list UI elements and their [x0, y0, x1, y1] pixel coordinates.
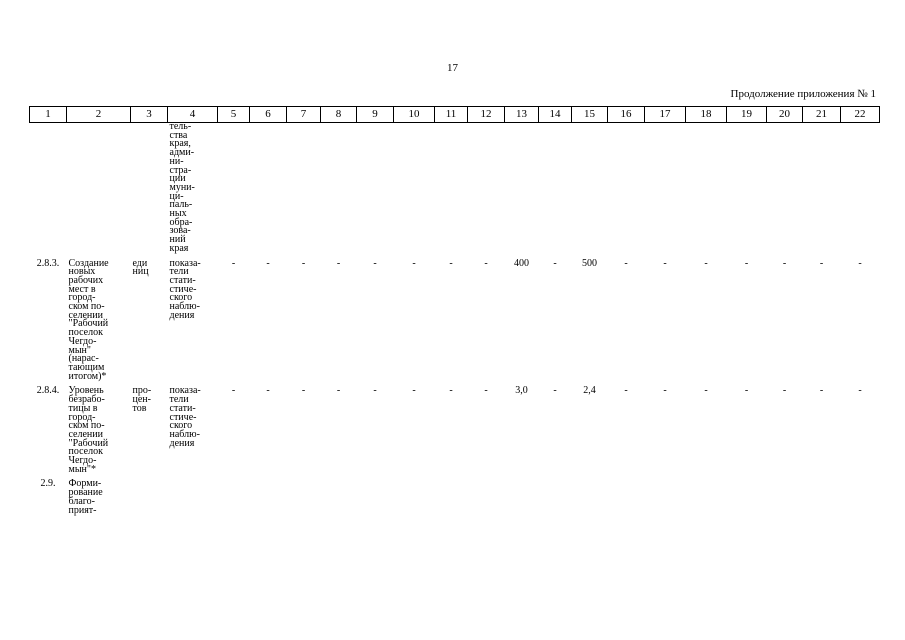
- table-row: [30, 474, 880, 515]
- value-cell: [321, 474, 357, 515]
- indicator-name-cell: [67, 123, 131, 254]
- value-cell: -: [301, 385, 306, 397]
- value-cell: [250, 123, 287, 254]
- value-cell: [394, 474, 435, 515]
- column-header-7: 7: [287, 107, 321, 123]
- value-cell: -: [373, 257, 377, 269]
- value-cell: -: [858, 257, 862, 269]
- value-cell: -: [663, 385, 667, 397]
- indicator-name-cell: Форми- рование благо- прият-: [68, 478, 103, 516]
- value-cell: 3,0: [515, 385, 528, 397]
- column-number-row: [30, 107, 880, 123]
- value-cell: [727, 123, 767, 254]
- row-number-cell: 2.8.3.: [36, 257, 60, 269]
- value-cell: -: [231, 257, 236, 269]
- value-cell: [803, 123, 841, 254]
- value-cell: [468, 123, 505, 254]
- column-header-4: 4: [168, 107, 218, 123]
- source-cell: [168, 474, 218, 515]
- source-cell: показа- тели стати- стиче- ского наблю- дения: [169, 257, 201, 321]
- value-cell: [539, 123, 572, 254]
- value-cell: [803, 474, 841, 515]
- column-header-6: 6: [250, 107, 287, 123]
- value-cell: -: [449, 385, 453, 397]
- value-cell: [767, 474, 803, 515]
- value-cell: [505, 123, 539, 254]
- column-header-14: 14: [539, 107, 572, 123]
- value-cell: [468, 474, 505, 515]
- value-cell: [572, 123, 608, 254]
- value-cell: [727, 474, 767, 515]
- value-cell: -: [704, 385, 708, 397]
- column-header-22: 22: [841, 107, 880, 123]
- value-cell: -: [336, 257, 341, 269]
- column-header-9: 9: [357, 107, 394, 123]
- value-cell: [435, 123, 468, 254]
- column-header-13: 13: [505, 107, 539, 123]
- value-cell: [435, 474, 468, 515]
- value-cell: [841, 123, 880, 254]
- value-cell: [767, 123, 803, 254]
- value-cell: [218, 123, 250, 254]
- value-cell: -: [553, 385, 557, 397]
- value-cell: 400: [514, 257, 529, 269]
- value-cell: -: [412, 385, 416, 397]
- table-row: [30, 381, 880, 474]
- value-cell: -: [484, 257, 488, 269]
- column-header-1: 1: [30, 107, 67, 123]
- value-cell: [841, 474, 880, 515]
- column-header-12: 12: [468, 107, 505, 123]
- column-header-8: 8: [321, 107, 357, 123]
- data-table: [29, 106, 880, 515]
- value-cell: [645, 123, 686, 254]
- table-row: [30, 254, 880, 382]
- row-number-cell: [30, 123, 67, 254]
- column-header-17: 17: [645, 107, 686, 123]
- value-cell: [287, 123, 321, 254]
- column-header-20: 20: [767, 107, 803, 123]
- value-cell: [218, 474, 250, 515]
- source-cell: показа- тели стати- стиче- ского наблю- дения: [169, 385, 201, 449]
- value-cell: [608, 474, 645, 515]
- value-cell: -: [782, 385, 787, 397]
- column-header-21: 21: [803, 107, 841, 123]
- value-cell: -: [704, 257, 708, 269]
- table-row: [30, 123, 880, 254]
- value-cell: [287, 474, 321, 515]
- unit-cell: про- цен- тов: [132, 385, 152, 414]
- value-cell: -: [858, 385, 862, 397]
- column-header-15: 15: [572, 107, 608, 123]
- column-header-10: 10: [394, 107, 435, 123]
- value-cell: -: [301, 257, 306, 269]
- value-cell: [539, 474, 572, 515]
- indicator-name-cell: Создание новых рабочих мест в город- ском по- селении "Рабочий поселок Чегдо- мын" (нарас- тающим итогом)*: [68, 257, 109, 382]
- column-header-2: 2: [67, 107, 131, 123]
- value-cell: [357, 123, 394, 254]
- indicator-name-cell: Уровень безрабо- тицы в город- ском по- селении "Рабочий поселок Чегдо- мын"*: [68, 385, 109, 475]
- row-number-cell: 2.9.: [40, 478, 56, 490]
- value-cell: -: [782, 257, 787, 269]
- value-cell: -: [266, 257, 270, 269]
- value-cell: [505, 474, 539, 515]
- value-cell: [572, 474, 608, 515]
- value-cell: -: [266, 385, 270, 397]
- unit-cell: еди ниц: [132, 257, 149, 278]
- page-number: 17: [447, 62, 458, 74]
- value-cell: -: [412, 257, 416, 269]
- column-header-11: 11: [435, 107, 468, 123]
- value-cell: -: [819, 257, 824, 269]
- value-cell: [321, 123, 357, 254]
- column-header-16: 16: [608, 107, 645, 123]
- source-cell: тель- ства края, адми- ни- стра- ции муни- ци- паль- ных обра- зова- ний края: [169, 121, 195, 254]
- value-cell: -: [336, 385, 341, 397]
- value-cell: -: [624, 385, 628, 397]
- value-cell: -: [663, 257, 667, 269]
- value-cell: -: [449, 257, 453, 269]
- value-cell: -: [373, 385, 377, 397]
- value-cell: [608, 123, 645, 254]
- column-header-18: 18: [686, 107, 727, 123]
- unit-cell: [131, 123, 168, 254]
- value-cell: [686, 123, 727, 254]
- column-header-3: 3: [131, 107, 168, 123]
- value-cell: [394, 123, 435, 254]
- value-cell: [357, 474, 394, 515]
- value-cell: 500: [582, 257, 597, 269]
- table-body: [30, 123, 880, 516]
- value-cell: -: [231, 385, 236, 397]
- column-header-5: 5: [218, 107, 250, 123]
- value-cell: -: [553, 257, 557, 269]
- column-header-19: 19: [727, 107, 767, 123]
- value-cell: 2,4: [583, 385, 596, 397]
- value-cell: -: [744, 257, 749, 269]
- row-number-cell: 2.8.4.: [36, 385, 60, 397]
- value-cell: -: [819, 385, 824, 397]
- value-cell: -: [484, 385, 488, 397]
- unit-cell: [131, 474, 168, 515]
- value-cell: [686, 474, 727, 515]
- value-cell: [250, 474, 287, 515]
- continuation-label: Продолжение приложения № 1: [730, 88, 876, 100]
- value-cell: -: [624, 257, 628, 269]
- value-cell: [645, 474, 686, 515]
- value-cell: -: [744, 385, 749, 397]
